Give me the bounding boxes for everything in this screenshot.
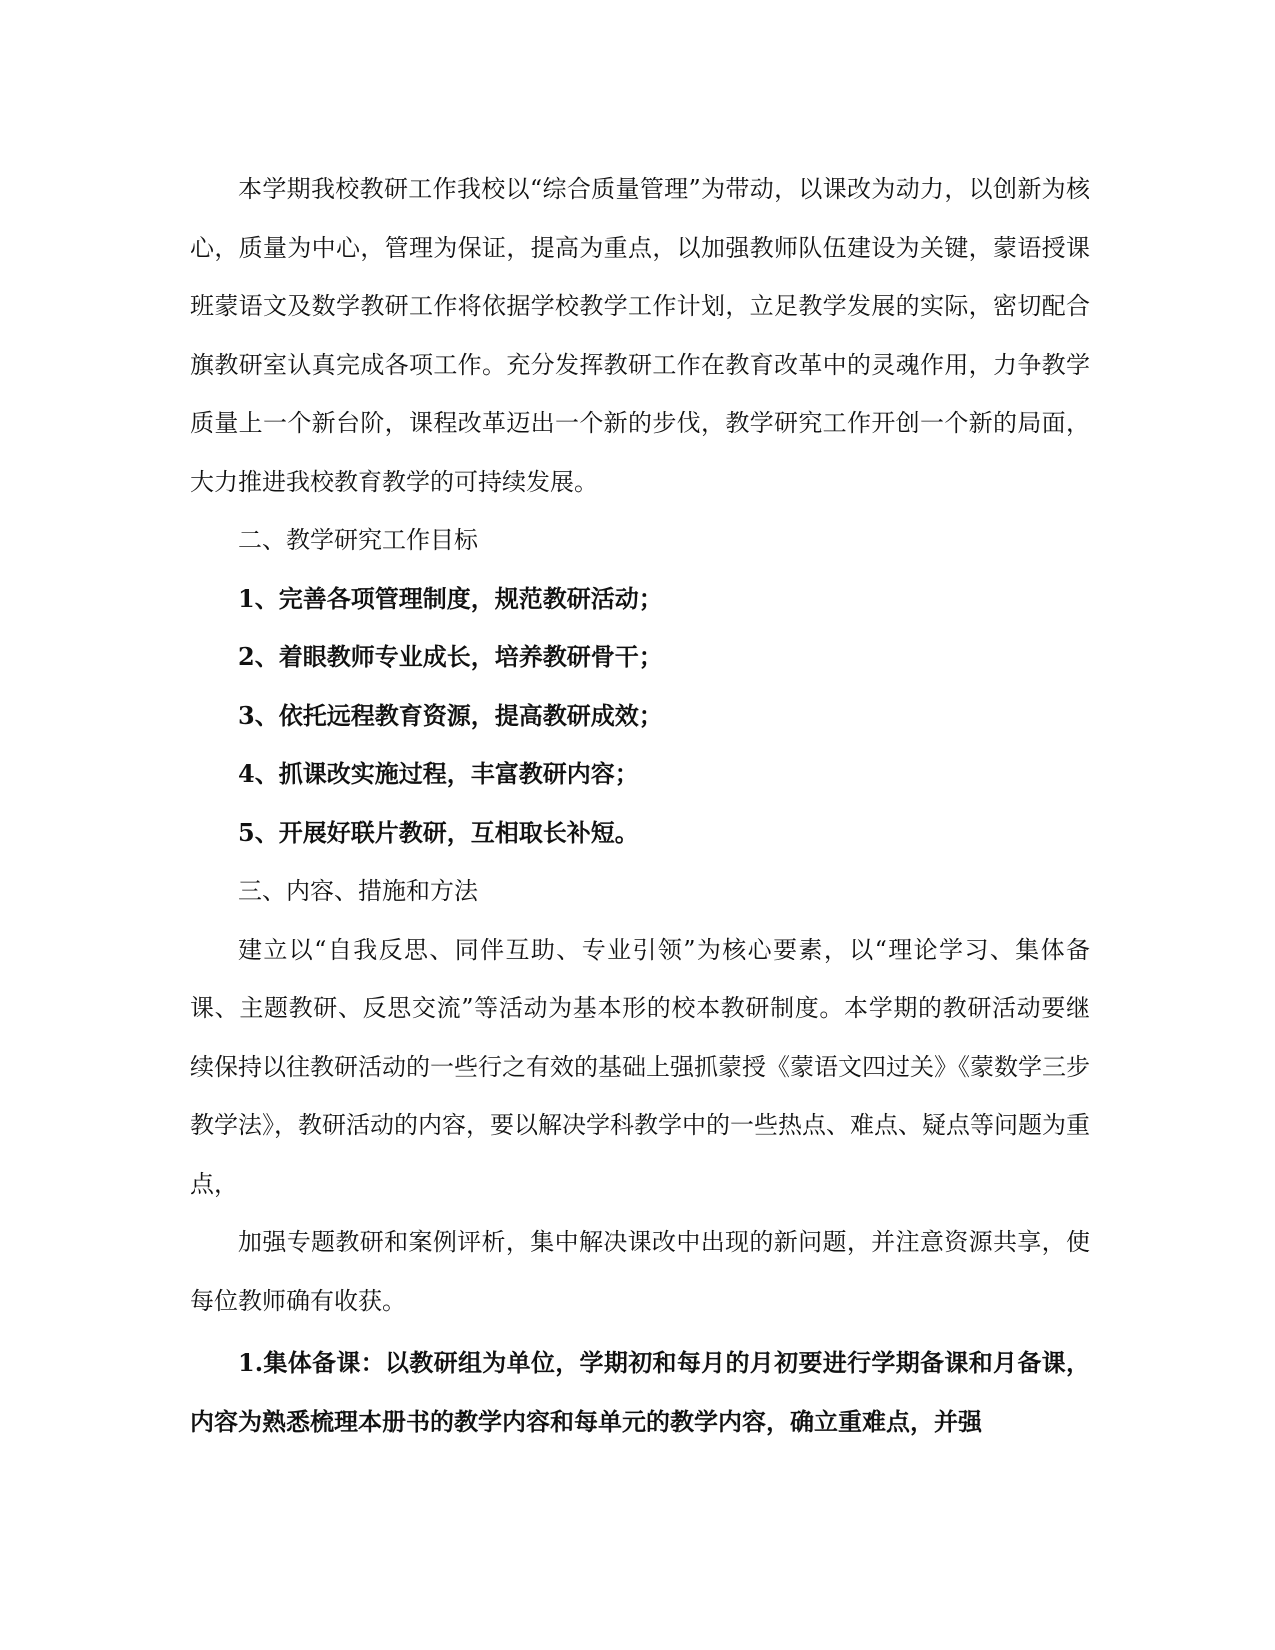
methods-paragraph-2: 加强专题教研和案例评析，集中解决课改中出现的新问题，并注意资源共享，使每位教师确有收获。 [190,1228,1090,1315]
collective-lesson-prep-paragraph: 1.集体备课：以教研组为单位，学期初和每月的月初要进行学期备课和月备课，内容为熟悉梳理本册书的教学内容和每单元的教学内容，确立重难点，并强 [190,1348,1090,1436]
goal-item-4: 4、抓课改实施过程，丰富教研内容； [238,759,639,788]
goal-item-1: 1、完善各项管理制度，规范教研活动； [238,583,663,613]
section-heading-methods: 三、内容、措施和方法 [238,877,478,905]
goal-item-3: 3、依托远程教育资源，提高教研成效； [238,700,663,730]
goal-item-5: 5、开展好联片教研，互相取长补短。 [238,817,639,847]
section-heading-goals: 二、教学研究工作目标 [238,526,478,554]
goal-item-2: 2、着眼教师专业成长，培养教研骨干； [238,642,663,671]
document-page [190,160,1090,1451]
methods-paragraph-1: 建立以“自我反思、同伴互助、专业引领”为核心要素，以“理论学习、集体备课、主题教研、反思交流”等活动为基本形的校本教研制度。本学期的教研活动要继续保持以往教研活动的一些行之有效的基础上强抓蒙授《蒙语文四过关》《蒙数学三步教学法》，教研活动的内容，要以解决学科教学中的一些热点、难点、疑点等问题为重点， [190,935,1090,1198]
intro-paragraph: 本学期我校教研工作我校以“综合质量管理”为带动，以课改为动力，以创新为核心，质量为中心，管理为保证，提高为重点，以加强教师队伍建设为关键，蒙语授课班蒙语文及数学教研工作将依据学校教学工作计划，立足教学发展的实际，密切配合旗教研室认真完成各项工作。充分发挥教研工作在教育改革中的灵魂作用，力争教学质量上一个新台阶，课程改革迈出一个新的步伐，教学研究工作开创一个新的局面，大力推进我校教育教学的可持续发展。 [190,175,1090,496]
